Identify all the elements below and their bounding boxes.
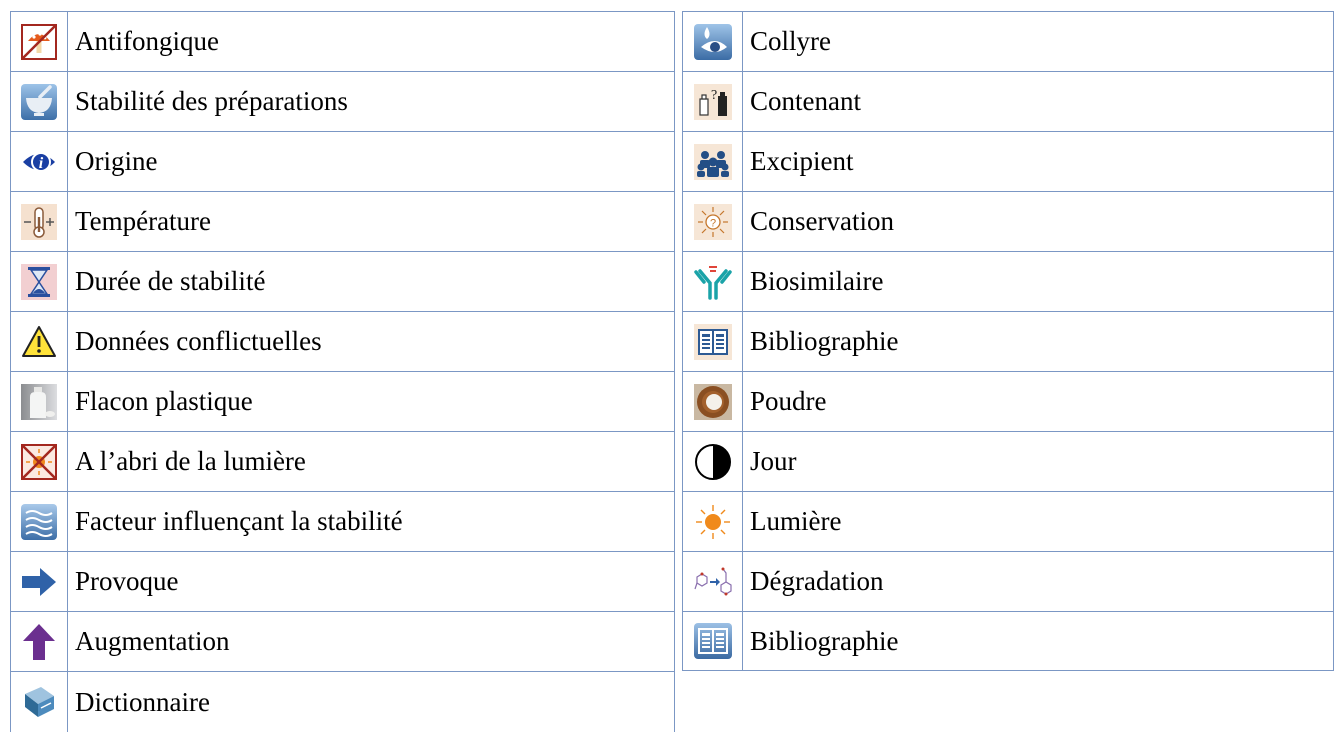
legend-row-augmentation bbox=[10, 611, 675, 671]
legend-row-jour bbox=[682, 431, 1334, 491]
svg-text:?: ? bbox=[710, 87, 717, 103]
legend-row-collyre bbox=[682, 11, 1334, 71]
open-book-blue-icon bbox=[682, 612, 743, 670]
legend-row-temperature bbox=[10, 191, 675, 251]
legend-row-duree-stabilite bbox=[10, 251, 675, 311]
legend-row-flacon-plastique bbox=[10, 371, 675, 431]
legend-label: Origine bbox=[68, 132, 675, 191]
legend-row-donnees-conflictuelles bbox=[10, 311, 675, 371]
legend-row-poudre bbox=[682, 371, 1334, 431]
mortar-icon bbox=[10, 72, 68, 131]
legend-row-bibliographie-1 bbox=[682, 311, 1334, 371]
eye-drop-icon bbox=[682, 12, 743, 71]
legend-row-dictionnaire bbox=[10, 671, 675, 732]
book-icon bbox=[10, 672, 68, 732]
legend-label: Facteur influençant la stabilité bbox=[68, 492, 675, 551]
arrow-right-icon bbox=[10, 552, 68, 611]
legend-label: Lumière bbox=[743, 492, 1334, 551]
legend-label: A l’abri de la lumière bbox=[68, 432, 675, 491]
legend-label: Dégradation bbox=[743, 552, 1334, 611]
thermometer-icon bbox=[10, 192, 68, 251]
hourglass-icon bbox=[10, 252, 68, 311]
legend-row-bibliographie-2 bbox=[682, 611, 1334, 671]
legend-row-degradation bbox=[682, 551, 1334, 611]
no-mushroom-icon bbox=[10, 12, 68, 71]
no-light-icon bbox=[10, 432, 68, 491]
plastic-bottle-icon bbox=[10, 372, 68, 431]
info-eye-icon bbox=[10, 132, 68, 191]
svg-text:i: i bbox=[38, 154, 44, 172]
legend-row-lumiere bbox=[682, 491, 1334, 551]
arrow-up-icon bbox=[10, 612, 68, 671]
legend-label: Collyre bbox=[743, 12, 1334, 71]
legend-label: Provoque bbox=[68, 552, 675, 611]
legend-row-abri-lumiere bbox=[10, 431, 675, 491]
legend-row-contenant bbox=[682, 71, 1334, 131]
legend-label: Poudre bbox=[743, 372, 1334, 431]
legend-label: Flacon plastique bbox=[68, 372, 675, 431]
legend-row-excipient bbox=[682, 131, 1334, 191]
people-icon bbox=[682, 132, 743, 191]
container-icon bbox=[682, 72, 743, 131]
legend-row-stabilite-preparations bbox=[10, 71, 675, 131]
legend-left-column bbox=[10, 11, 675, 732]
antibody-icon bbox=[682, 252, 743, 311]
legend-label: Température bbox=[68, 192, 675, 251]
legend-label: Conservation bbox=[743, 192, 1334, 251]
legend-label: Dictionnaire bbox=[68, 672, 675, 732]
legend-label: Jour bbox=[743, 432, 1334, 491]
svg-text:?: ? bbox=[709, 217, 716, 229]
open-book-icon bbox=[682, 312, 743, 371]
legend-label: Bibliographie bbox=[743, 612, 1334, 670]
legend-label: Antifongique bbox=[68, 12, 675, 71]
legend-row-biosimilaire bbox=[682, 251, 1334, 311]
legend-row-conservation bbox=[682, 191, 1334, 251]
legend-label: Bibliographie bbox=[743, 312, 1334, 371]
legend-right-column bbox=[682, 11, 1334, 671]
legend-label: Excipient bbox=[743, 132, 1334, 191]
legend-row-antifongique bbox=[10, 11, 675, 71]
legend-row-facteur-influencant bbox=[10, 491, 675, 551]
sun-question-icon bbox=[682, 192, 743, 251]
legend-row-provoque bbox=[10, 551, 675, 611]
waves-icon bbox=[10, 492, 68, 551]
warning-icon bbox=[10, 312, 68, 371]
legend-row-origine bbox=[10, 131, 675, 191]
legend-label: Augmentation bbox=[68, 612, 675, 671]
legend-label: Stabilité des préparations bbox=[68, 72, 675, 131]
sun-icon bbox=[682, 492, 743, 551]
legend-label: Contenant bbox=[743, 72, 1334, 131]
powder-bowl-icon bbox=[682, 372, 743, 431]
legend-label: Biosimilaire bbox=[743, 252, 1334, 311]
half-circle-icon bbox=[682, 432, 743, 491]
legend-label: Durée de stabilité bbox=[68, 252, 675, 311]
molecule-icon bbox=[682, 552, 743, 611]
legend-label: Données conflictuelles bbox=[68, 312, 675, 371]
